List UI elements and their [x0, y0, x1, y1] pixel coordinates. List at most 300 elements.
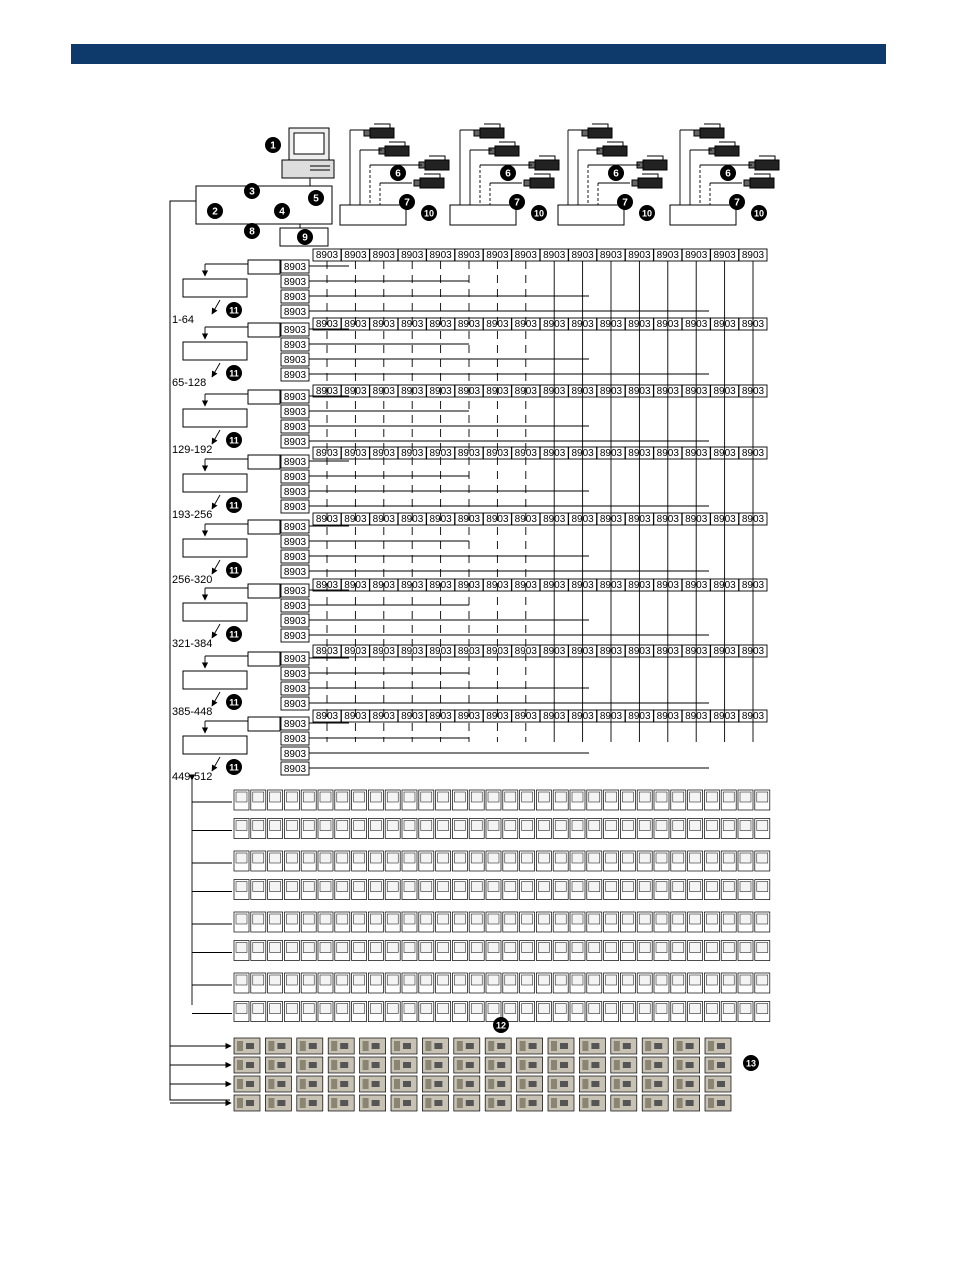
svg-text:8903: 8903	[429, 386, 452, 397]
video-receiver-box	[558, 205, 624, 225]
switcher-box-8903	[281, 485, 309, 498]
camera-icon	[489, 142, 519, 156]
svg-text:9: 9	[302, 232, 308, 244]
monitor-bank-box	[183, 409, 247, 427]
switcher-box-8903	[281, 405, 309, 418]
svg-text:8903: 8903	[283, 437, 307, 448]
switcher-box-8903	[654, 249, 682, 261]
svg-text:11: 11	[229, 368, 239, 379]
callout-7	[399, 194, 415, 210]
svg-text:8903: 8903	[486, 250, 509, 261]
svg-text:8903: 8903	[283, 764, 307, 775]
svg-text:10: 10	[423, 208, 435, 219]
callout-11	[226, 302, 242, 318]
callout-11	[226, 497, 242, 513]
svg-text:7: 7	[404, 197, 410, 209]
distribution-box	[248, 323, 280, 337]
svg-text:8903: 8903	[713, 386, 736, 397]
svg-text:8903: 8903	[571, 646, 594, 657]
camera-icon	[749, 156, 779, 170]
svg-text:8903: 8903	[401, 250, 424, 261]
switcher-box-8903	[281, 550, 309, 563]
switcher-box-8903	[512, 249, 540, 261]
svg-text:8903: 8903	[571, 319, 594, 330]
switcher-box-8903	[281, 260, 309, 273]
range-label: 256-320	[172, 574, 213, 586]
svg-text:8903: 8903	[486, 386, 509, 397]
switcher-box-8903	[281, 323, 309, 336]
svg-text:8903: 8903	[283, 734, 307, 745]
svg-text:8903: 8903	[283, 601, 307, 612]
svg-text:8903: 8903	[283, 616, 307, 627]
switcher-box-8903	[597, 249, 625, 261]
video-receiver-box	[450, 205, 516, 225]
callout-10	[531, 205, 547, 221]
svg-text:8903: 8903	[283, 502, 307, 513]
svg-text:8903: 8903	[344, 386, 367, 397]
camera-icon	[597, 142, 627, 156]
callout-6	[720, 165, 736, 181]
svg-text:5: 5	[313, 193, 319, 205]
switcher-box-8903	[281, 652, 309, 665]
svg-text:8903: 8903	[599, 250, 623, 261]
svg-text:8903: 8903	[283, 472, 307, 483]
svg-text:8903: 8903	[457, 448, 481, 459]
switcher-box-8903	[281, 732, 309, 745]
svg-text:8903: 8903	[514, 580, 537, 591]
svg-text:8903: 8903	[656, 514, 679, 525]
svg-text:8903: 8903	[283, 684, 307, 695]
svg-text:8903: 8903	[283, 340, 307, 351]
svg-text:11: 11	[229, 697, 239, 708]
monitor-bank-box	[183, 736, 247, 754]
svg-text:8903: 8903	[543, 514, 566, 525]
switcher-box-8903	[711, 249, 739, 261]
svg-text:8903: 8903	[344, 711, 367, 722]
svg-text:8903: 8903	[401, 646, 424, 657]
distribution-box	[248, 260, 280, 274]
svg-text:8903: 8903	[713, 448, 736, 459]
svg-text:8903: 8903	[571, 514, 594, 525]
camera-icon	[529, 156, 559, 170]
svg-text:8903: 8903	[283, 392, 307, 403]
switcher-box-8903	[281, 697, 309, 710]
svg-text:8903: 8903	[628, 580, 651, 591]
svg-text:13: 13	[745, 1058, 757, 1069]
svg-text:8903: 8903	[486, 580, 509, 591]
callout-6	[608, 165, 624, 181]
svg-text:10: 10	[753, 208, 765, 219]
svg-text:8903: 8903	[543, 250, 566, 261]
monitor-bank-box	[183, 474, 247, 492]
callout-10	[421, 205, 437, 221]
svg-text:8903: 8903	[401, 319, 424, 330]
callout-10	[639, 205, 655, 221]
callout-7	[729, 194, 745, 210]
switcher-box-8903	[682, 249, 710, 261]
camera-icon	[582, 124, 612, 138]
svg-text:8903: 8903	[656, 580, 679, 591]
svg-text:8903: 8903	[344, 514, 367, 525]
switcher-box-8903	[281, 614, 309, 627]
svg-text:8903: 8903	[315, 319, 339, 330]
callout-6	[500, 165, 516, 181]
svg-text:8903: 8903	[571, 386, 594, 397]
svg-text:8903: 8903	[628, 448, 651, 459]
svg-text:11: 11	[229, 565, 239, 576]
svg-text:10: 10	[641, 208, 653, 219]
svg-text:8903: 8903	[486, 646, 509, 657]
camera-icon	[709, 142, 739, 156]
svg-text:7: 7	[734, 197, 740, 209]
svg-text:8903: 8903	[283, 325, 307, 336]
camera-icon	[524, 174, 554, 188]
switcher-box-8903	[281, 717, 309, 730]
svg-text:8903: 8903	[599, 646, 623, 657]
callout-3	[244, 183, 260, 199]
svg-text:8903: 8903	[283, 522, 307, 533]
svg-text:8903: 8903	[741, 711, 765, 722]
switcher-box-8903	[370, 249, 398, 261]
svg-text:8903: 8903	[457, 580, 481, 591]
callout-11	[226, 365, 242, 381]
callout-11	[226, 626, 242, 642]
range-label: 129-192	[172, 444, 213, 456]
svg-text:8903: 8903	[514, 448, 537, 459]
svg-text:8903: 8903	[401, 580, 424, 591]
svg-text:8903: 8903	[571, 448, 594, 459]
svg-text:8903: 8903	[372, 514, 395, 525]
svg-text:8903: 8903	[685, 319, 708, 330]
svg-text:8903: 8903	[372, 711, 395, 722]
switcher-box-8903	[483, 249, 511, 261]
callout-9	[297, 229, 313, 245]
switcher-box-8903	[281, 762, 309, 775]
switcher-box-8903	[281, 520, 309, 533]
svg-text:6: 6	[505, 168, 511, 180]
range-label: 65-128	[172, 377, 207, 389]
switcher-box-8903	[281, 599, 309, 612]
callout-5	[308, 190, 324, 206]
callout-7	[509, 194, 525, 210]
camera-icon	[419, 156, 449, 170]
svg-text:8903: 8903	[315, 646, 339, 657]
distribution-box	[248, 455, 280, 469]
switcher-box-8903	[281, 470, 309, 483]
svg-text:8903: 8903	[457, 711, 481, 722]
svg-text:8903: 8903	[741, 514, 765, 525]
switcher-box-8903	[281, 305, 309, 318]
svg-text:6: 6	[613, 168, 619, 180]
svg-text:6: 6	[395, 168, 401, 180]
monitor-bank-box	[183, 671, 247, 689]
svg-text:8903: 8903	[372, 319, 395, 330]
svg-text:8903: 8903	[315, 580, 339, 591]
svg-text:8903: 8903	[599, 448, 623, 459]
svg-text:8903: 8903	[401, 514, 424, 525]
callout-2	[207, 203, 223, 219]
svg-text:7: 7	[514, 197, 520, 209]
svg-text:8903: 8903	[344, 580, 367, 591]
switcher-box-8903	[281, 420, 309, 433]
video-receiver-box	[670, 205, 736, 225]
callout-11	[226, 432, 242, 448]
svg-text:8903: 8903	[543, 580, 566, 591]
svg-text:8903: 8903	[429, 514, 452, 525]
svg-text:8903: 8903	[315, 448, 339, 459]
svg-text:8903: 8903	[628, 386, 651, 397]
camera-icon	[364, 124, 394, 138]
switcher-box-8903	[540, 249, 568, 261]
switcher-box-8903	[281, 667, 309, 680]
svg-text:8903: 8903	[401, 711, 424, 722]
svg-text:8903: 8903	[372, 580, 395, 591]
svg-text:8903: 8903	[372, 386, 395, 397]
monitor-bank-box	[183, 279, 247, 297]
switcher-box-8903	[569, 249, 597, 261]
svg-text:8903: 8903	[283, 654, 307, 665]
svg-text:11: 11	[229, 762, 239, 773]
camera-icon	[637, 156, 667, 170]
svg-text:8903: 8903	[283, 422, 307, 433]
svg-text:8903: 8903	[514, 514, 537, 525]
svg-text:8903: 8903	[713, 514, 736, 525]
svg-text:8903: 8903	[457, 386, 481, 397]
svg-text:8903: 8903	[571, 250, 594, 261]
distribution-box	[248, 652, 280, 666]
callout-13	[743, 1055, 759, 1071]
svg-text:8903: 8903	[741, 646, 765, 657]
camera-icon	[632, 174, 662, 188]
svg-text:8903: 8903	[486, 448, 509, 459]
svg-text:8903: 8903	[514, 319, 537, 330]
svg-text:8903: 8903	[372, 646, 395, 657]
svg-text:8903: 8903	[486, 711, 509, 722]
callout-6	[390, 165, 406, 181]
svg-text:8903: 8903	[656, 448, 679, 459]
svg-text:7: 7	[622, 197, 628, 209]
svg-text:8903: 8903	[628, 711, 651, 722]
switcher-box-8903	[281, 338, 309, 351]
svg-text:8903: 8903	[457, 514, 481, 525]
distribution-box	[248, 584, 280, 598]
svg-text:8903: 8903	[429, 250, 452, 261]
svg-text:8903: 8903	[599, 514, 623, 525]
svg-text:8903: 8903	[315, 711, 339, 722]
switcher-box-8903	[281, 500, 309, 513]
svg-text:8903: 8903	[283, 487, 307, 498]
svg-text:8903: 8903	[401, 448, 424, 459]
svg-text:8903: 8903	[685, 514, 708, 525]
svg-text:11: 11	[229, 500, 239, 511]
svg-text:8903: 8903	[571, 711, 594, 722]
switcher-box-8903	[281, 435, 309, 448]
switcher-box-8903	[455, 249, 483, 261]
svg-text:8903: 8903	[514, 386, 537, 397]
svg-text:8903: 8903	[685, 646, 708, 657]
svg-text:8903: 8903	[713, 250, 736, 261]
switcher-box-8903	[427, 249, 455, 261]
switcher-box-8903	[341, 249, 369, 261]
svg-text:8903: 8903	[283, 262, 307, 273]
callout-1	[265, 137, 281, 153]
switcher-box-8903	[281, 353, 309, 366]
svg-text:8: 8	[249, 226, 255, 238]
svg-text:8903: 8903	[315, 250, 339, 261]
svg-text:8903: 8903	[685, 711, 708, 722]
monitor-bank-box	[183, 539, 247, 557]
svg-text:8903: 8903	[628, 646, 651, 657]
camera-icon	[474, 124, 504, 138]
svg-text:2: 2	[212, 206, 218, 218]
svg-text:12: 12	[495, 1020, 507, 1031]
monitor-bank-box	[183, 342, 247, 360]
svg-text:8903: 8903	[457, 250, 481, 261]
range-label: 321-384	[172, 638, 213, 650]
svg-text:8903: 8903	[543, 319, 566, 330]
svg-text:8903: 8903	[372, 250, 395, 261]
distribution-box	[248, 390, 280, 404]
callout-10	[751, 205, 767, 221]
switcher-box-8903	[281, 290, 309, 303]
computer-icon	[282, 128, 334, 178]
svg-text:11: 11	[229, 629, 239, 640]
svg-text:8903: 8903	[685, 386, 708, 397]
svg-text:8903: 8903	[283, 567, 307, 578]
distribution-box	[248, 520, 280, 534]
svg-text:8903: 8903	[283, 719, 307, 730]
svg-text:8903: 8903	[571, 580, 594, 591]
svg-text:8903: 8903	[599, 580, 623, 591]
svg-text:8903: 8903	[543, 386, 566, 397]
svg-text:8903: 8903	[741, 319, 765, 330]
svg-text:8903: 8903	[283, 537, 307, 548]
svg-text:8903: 8903	[401, 386, 424, 397]
switcher-box-8903	[281, 584, 309, 597]
svg-text:8903: 8903	[628, 250, 651, 261]
svg-text:8903: 8903	[457, 646, 481, 657]
svg-text:8903: 8903	[599, 711, 623, 722]
svg-text:8903: 8903	[599, 319, 623, 330]
svg-text:8903: 8903	[741, 250, 765, 261]
callout-4	[274, 203, 290, 219]
svg-text:8903: 8903	[315, 514, 339, 525]
callout-11	[226, 562, 242, 578]
svg-text:8903: 8903	[713, 646, 736, 657]
svg-text:8903: 8903	[514, 250, 537, 261]
switcher-box-8903	[398, 249, 426, 261]
svg-text:8903: 8903	[344, 250, 367, 261]
switcher-box-8903	[281, 629, 309, 642]
svg-text:8903: 8903	[283, 669, 307, 680]
svg-text:8903: 8903	[628, 319, 651, 330]
svg-text:8903: 8903	[429, 580, 452, 591]
svg-text:8903: 8903	[656, 711, 679, 722]
svg-text:8903: 8903	[656, 646, 679, 657]
svg-text:8903: 8903	[429, 711, 452, 722]
switcher-box-8903	[281, 747, 309, 760]
camera-icon	[744, 174, 774, 188]
switcher-box-8903	[281, 565, 309, 578]
svg-text:8903: 8903	[514, 646, 537, 657]
svg-text:8903: 8903	[283, 370, 307, 381]
svg-text:8903: 8903	[656, 250, 679, 261]
switcher-box-8903	[281, 368, 309, 381]
switcher-box-8903	[281, 275, 309, 288]
svg-text:8903: 8903	[429, 646, 452, 657]
svg-text:8903: 8903	[543, 711, 566, 722]
svg-text:8903: 8903	[344, 448, 367, 459]
svg-text:8903: 8903	[514, 711, 537, 722]
switcher-box-8903	[281, 535, 309, 548]
svg-text:8903: 8903	[543, 448, 566, 459]
switcher-box-8903	[313, 249, 341, 261]
svg-text:8903: 8903	[372, 448, 395, 459]
callout-8	[244, 223, 260, 239]
svg-text:8903: 8903	[283, 457, 307, 468]
svg-text:11: 11	[229, 435, 239, 446]
switcher-box-8903	[625, 249, 653, 261]
svg-text:8903: 8903	[713, 711, 736, 722]
svg-text:8903: 8903	[315, 386, 339, 397]
camera-icon	[379, 142, 409, 156]
camera-icon	[414, 174, 444, 188]
distribution-box	[248, 717, 280, 731]
svg-text:8903: 8903	[457, 319, 481, 330]
switcher-box-8903	[281, 682, 309, 695]
svg-text:3: 3	[249, 186, 255, 198]
svg-text:8903: 8903	[685, 580, 708, 591]
svg-text:8903: 8903	[486, 514, 509, 525]
svg-text:8903: 8903	[344, 319, 367, 330]
svg-text:8903: 8903	[429, 319, 452, 330]
svg-text:8903: 8903	[283, 355, 307, 366]
svg-text:8903: 8903	[283, 307, 307, 318]
switcher-box-8903	[281, 390, 309, 403]
svg-text:8903: 8903	[741, 386, 765, 397]
svg-text:8903: 8903	[656, 386, 679, 397]
svg-text:10: 10	[533, 208, 545, 219]
svg-text:8903: 8903	[599, 386, 623, 397]
monitor-bank-box	[183, 603, 247, 621]
range-label: 449-512	[172, 771, 213, 783]
svg-text:8903: 8903	[344, 646, 367, 657]
svg-text:8903: 8903	[283, 277, 307, 288]
callout-11	[226, 694, 242, 710]
svg-text:8903: 8903	[713, 580, 736, 591]
callout-7	[617, 194, 633, 210]
svg-text:4: 4	[279, 206, 285, 218]
svg-text:8903: 8903	[429, 448, 452, 459]
svg-text:8903: 8903	[741, 448, 765, 459]
svg-text:8903: 8903	[283, 586, 307, 597]
range-label: 385-448	[172, 706, 213, 718]
callout-12	[493, 1017, 509, 1033]
svg-text:8903: 8903	[283, 292, 307, 303]
svg-text:8903: 8903	[543, 646, 566, 657]
svg-text:8903: 8903	[685, 448, 708, 459]
svg-text:11: 11	[229, 305, 239, 316]
svg-text:8903: 8903	[283, 407, 307, 418]
svg-text:8903: 8903	[283, 631, 307, 642]
range-label: 1-64	[172, 314, 195, 326]
switcher-box-8903	[739, 249, 767, 261]
svg-text:8903: 8903	[685, 250, 708, 261]
svg-text:1: 1	[270, 140, 276, 152]
svg-text:8903: 8903	[713, 319, 736, 330]
svg-text:8903: 8903	[283, 552, 307, 563]
switcher-box-8903	[281, 455, 309, 468]
